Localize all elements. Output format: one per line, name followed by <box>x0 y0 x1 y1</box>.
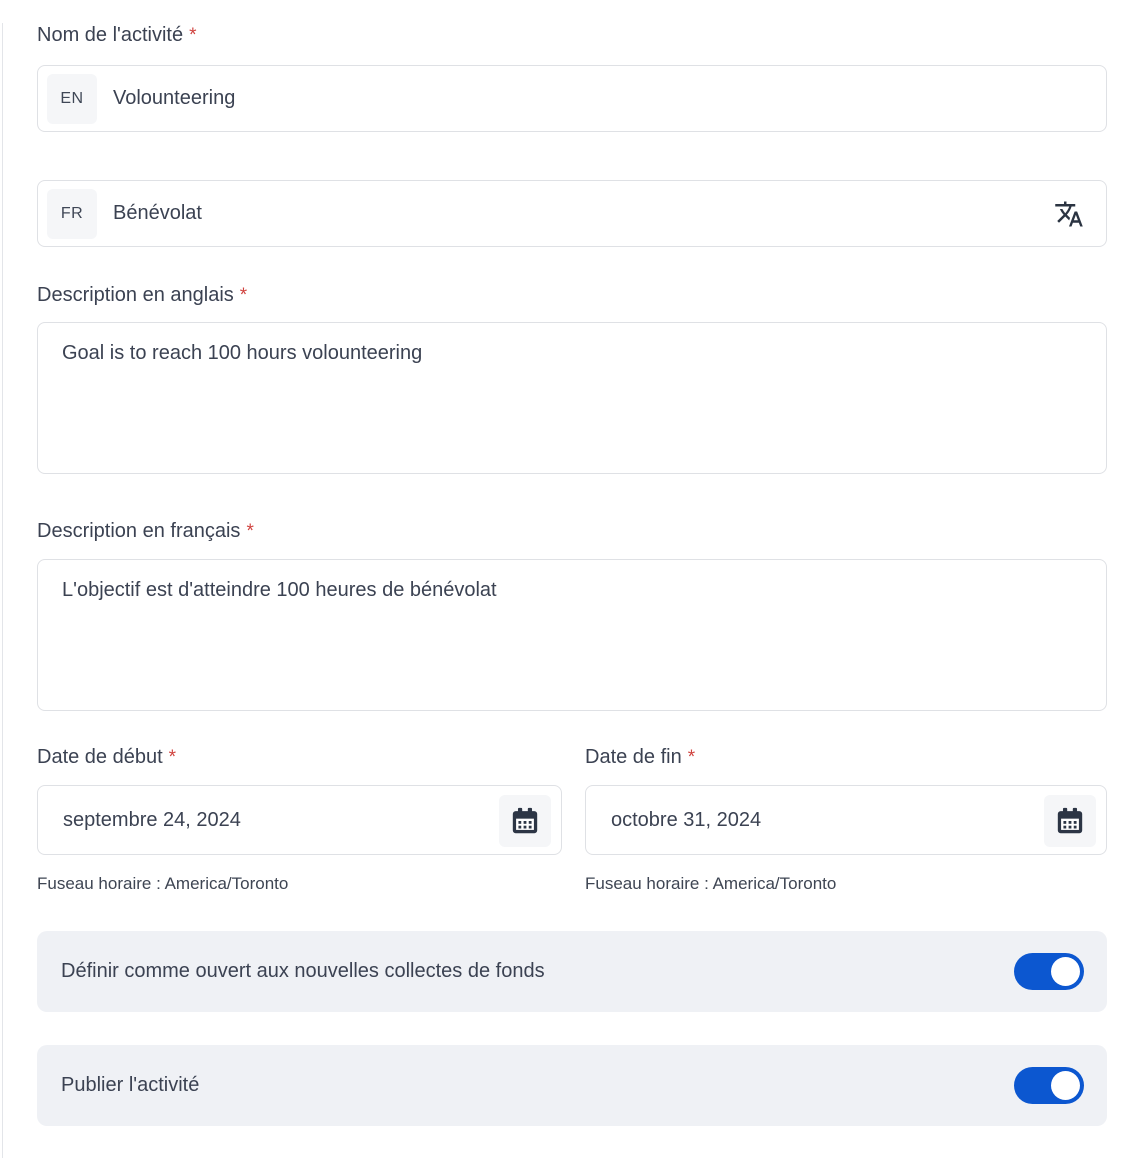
calendar-icon[interactable] <box>1044 795 1096 847</box>
required-asterisk: * <box>239 285 248 306</box>
end-date-input[interactable] <box>611 809 1106 832</box>
description-fr-label-text: Description en français <box>37 520 241 542</box>
required-asterisk: * <box>687 747 696 768</box>
publish-activity-toggle-row <box>37 1045 1107 1126</box>
description-en-label-text: Description en anglais <box>37 284 234 306</box>
calendar-icon[interactable] <box>499 795 551 847</box>
end-date-timezone: Fuseau horaire : America/Toronto <box>585 874 837 893</box>
open-fundraising-toggle[interactable] <box>1014 953 1084 990</box>
activity-form <box>0 23 1141 1170</box>
open-fundraising-label: Définir comme ouvert aux nouvelles collectes de fonds <box>61 960 545 982</box>
activity-name-fr-input[interactable] <box>113 202 1052 225</box>
description-fr-textarea[interactable] <box>37 559 1107 711</box>
activity-name-label <box>37 23 1107 48</box>
required-asterisk: * <box>189 25 197 46</box>
language-badge-fr: FR <box>47 189 97 239</box>
required-asterisk: * <box>168 747 177 768</box>
start-date-label-text: Date de début <box>37 746 163 768</box>
end-date-label-text: Date de fin <box>585 746 682 768</box>
language-badge-en: EN <box>47 74 97 124</box>
activity-name-label-text: Nom de l'activité <box>37 24 184 46</box>
toggle-knob <box>1051 1071 1080 1100</box>
end-date-field[interactable] <box>585 785 1107 855</box>
description-en-label <box>37 283 1107 308</box>
toggle-knob <box>1051 957 1080 986</box>
start-date-field[interactable] <box>37 785 562 855</box>
open-fundraising-toggle-row <box>37 931 1107 1012</box>
publish-activity-label: Publier l'activité <box>61 1074 200 1096</box>
description-en-textarea[interactable] <box>37 322 1107 474</box>
end-date-label <box>585 745 1107 770</box>
date-row <box>37 745 1107 894</box>
start-date-column <box>37 745 562 894</box>
activity-name-en-input[interactable] <box>113 87 1106 110</box>
description-fr-label <box>37 519 1107 544</box>
start-date-input[interactable] <box>63 809 561 832</box>
required-asterisk: * <box>246 521 254 542</box>
publish-activity-toggle[interactable] <box>1014 1067 1084 1104</box>
translate-icon[interactable] <box>1052 197 1086 231</box>
end-date-column <box>585 745 1107 894</box>
start-date-label <box>37 745 562 770</box>
activity-name-en-field[interactable] <box>37 65 1107 132</box>
card-left-border <box>2 23 3 1158</box>
activity-name-fr-field[interactable] <box>37 180 1107 247</box>
start-date-timezone: Fuseau horaire : America/Toronto <box>37 874 289 893</box>
